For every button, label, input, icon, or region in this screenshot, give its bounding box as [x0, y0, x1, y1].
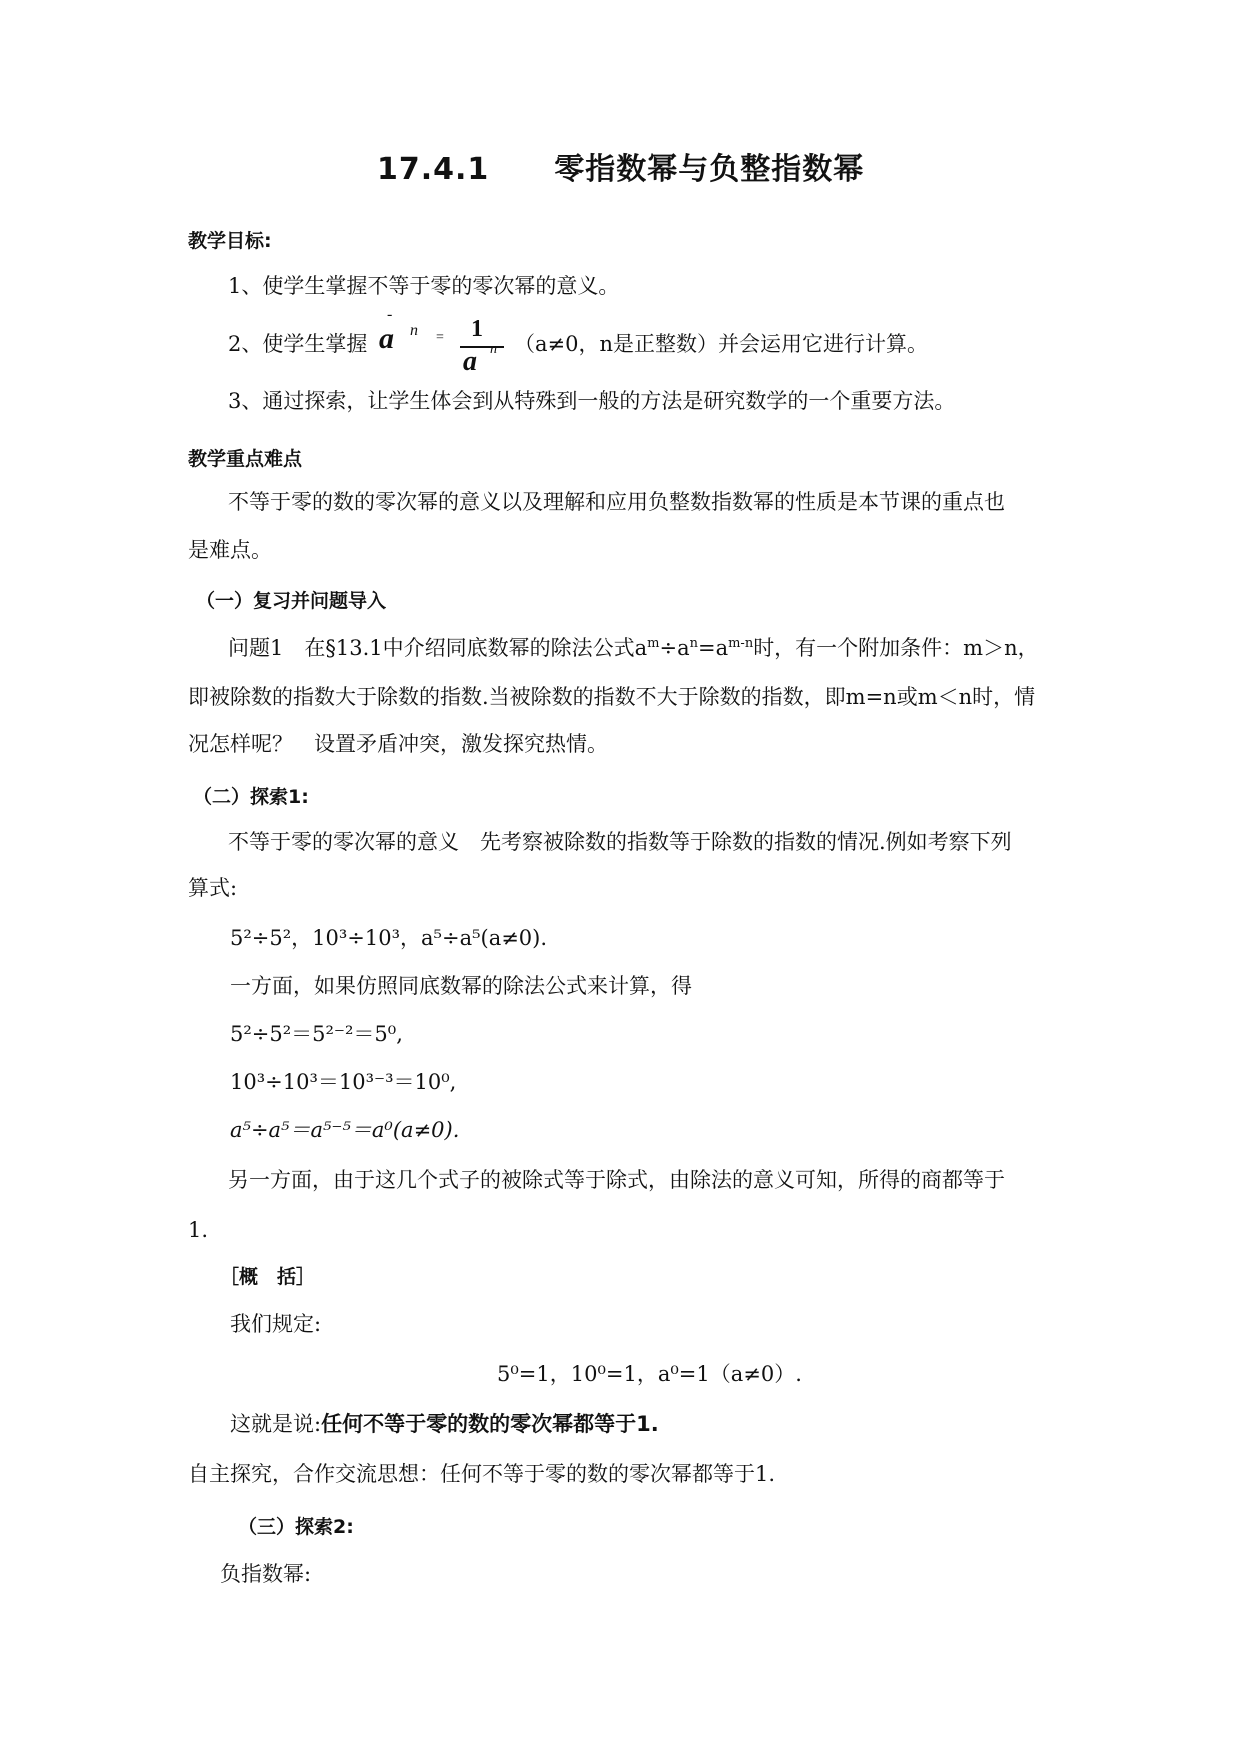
explore-1-line-2: 算式: — [188, 876, 238, 900]
heading-key-points: 教学重点难点 — [188, 448, 303, 470]
we-define-text: 我们规定: — [230, 1312, 322, 1336]
self-explore-text: 自主探究，合作交流思想：任何不等于零的数的零次幂都等于1. — [188, 1462, 776, 1486]
title-text: 零指数幂与负整指数幂 — [554, 152, 865, 187]
question-1-line-1 — [228, 634, 1039, 662]
other-side-line-1: 另一方面，由于这几个式子的被除式等于除式，由除法的意义可知，所得的商都等于 — [228, 1168, 1005, 1192]
heading-section-3: （三）探索2: — [238, 1516, 354, 1538]
page-title — [377, 144, 864, 188]
calc-examples: 5²÷5²，10³÷10³，a⁵÷a⁵(a≠0). — [230, 926, 548, 950]
zero-power-rule: 5⁰=1，10⁰=1，a⁰=1（a≠0）. — [497, 1362, 802, 1386]
goal-1: 1、使学生掌握不等于零的零次幂的意义。 — [228, 274, 620, 298]
q1-sup-n: n — [689, 636, 698, 651]
q1-text-a: 问题1 在§13.1中介绍同底数幂的除法公式a — [228, 636, 648, 660]
formula-exp: n — [410, 322, 418, 339]
goal-2-suffix: （a≠0，n是正整数）并会运用它进行计算。 — [514, 332, 928, 356]
q1-sup-mn: m-n — [728, 636, 754, 651]
q1-text-c: =a — [697, 636, 729, 660]
heading-section-1: （一）复习并问题导入 — [196, 590, 387, 612]
explore-1-line-1: 不等于零的零次幂的意义 先考察被除数的指数等于除数的指数的情况.例如考察下列 — [228, 830, 1012, 854]
key-points-line-1: 不等于零的数的零次幂的意义以及理解和应用负整数指数幂的性质是本节课的重点也 — [228, 490, 1005, 514]
one-side-text: 一方面，如果仿照同底数幂的除法公式来计算，得 — [230, 974, 692, 998]
equation-1: 5²÷5²＝5²⁻²＝5⁰, — [230, 1022, 403, 1046]
formula-eq: = — [436, 330, 444, 345]
equation-3: a⁵÷a⁵＝a⁵⁻⁵＝a⁰(a≠0). — [230, 1118, 460, 1142]
formula-neg: - — [387, 306, 393, 323]
title-number: 17.4.1 — [377, 152, 490, 187]
key-points-line-2: 是难点。 — [188, 538, 272, 562]
that-is-prefix: 这就是说: — [230, 1412, 322, 1436]
goal-3: 3、通过探索，让学生体会到从特殊到一般的方法是研究数学的一个重要方法。 — [228, 389, 956, 413]
goal-2-prefix: 2、使学生掌握 — [228, 332, 368, 356]
formula-denominator: a — [463, 346, 477, 377]
q1-text-d: 时，有一个附加条件：m＞n， — [753, 636, 1039, 660]
formula-denominator-exp: n — [490, 342, 497, 357]
question-1-line-3: 况怎样呢？ 设置矛盾冲突，激发探究热情。 — [188, 732, 608, 756]
equation-2: 10³÷10³＝10³⁻³＝10⁰, — [230, 1070, 457, 1094]
heading-goals: 教学目标: — [188, 230, 272, 252]
that-is-line — [230, 1410, 659, 1438]
formula-base: a — [379, 322, 394, 355]
q1-text-b: ÷a — [659, 636, 690, 660]
heading-summary: ［概 括］ — [220, 1266, 316, 1288]
question-1-line-2: 即被除数的指数大于除数的指数.当被除数的指数不大于除数的指数，即m=n或m＜n时，情 — [188, 685, 1036, 709]
negative-power-label: 负指数幂: — [220, 1562, 312, 1586]
other-side-line-2: 1. — [188, 1218, 209, 1242]
formula-numerator: 1 — [471, 316, 483, 342]
heading-section-2: （二）探索1: — [193, 786, 309, 808]
that-is-conclusion: 任何不等于零的数的零次幂都等于1. — [321, 1412, 659, 1436]
q1-sup-m: m — [647, 636, 660, 651]
